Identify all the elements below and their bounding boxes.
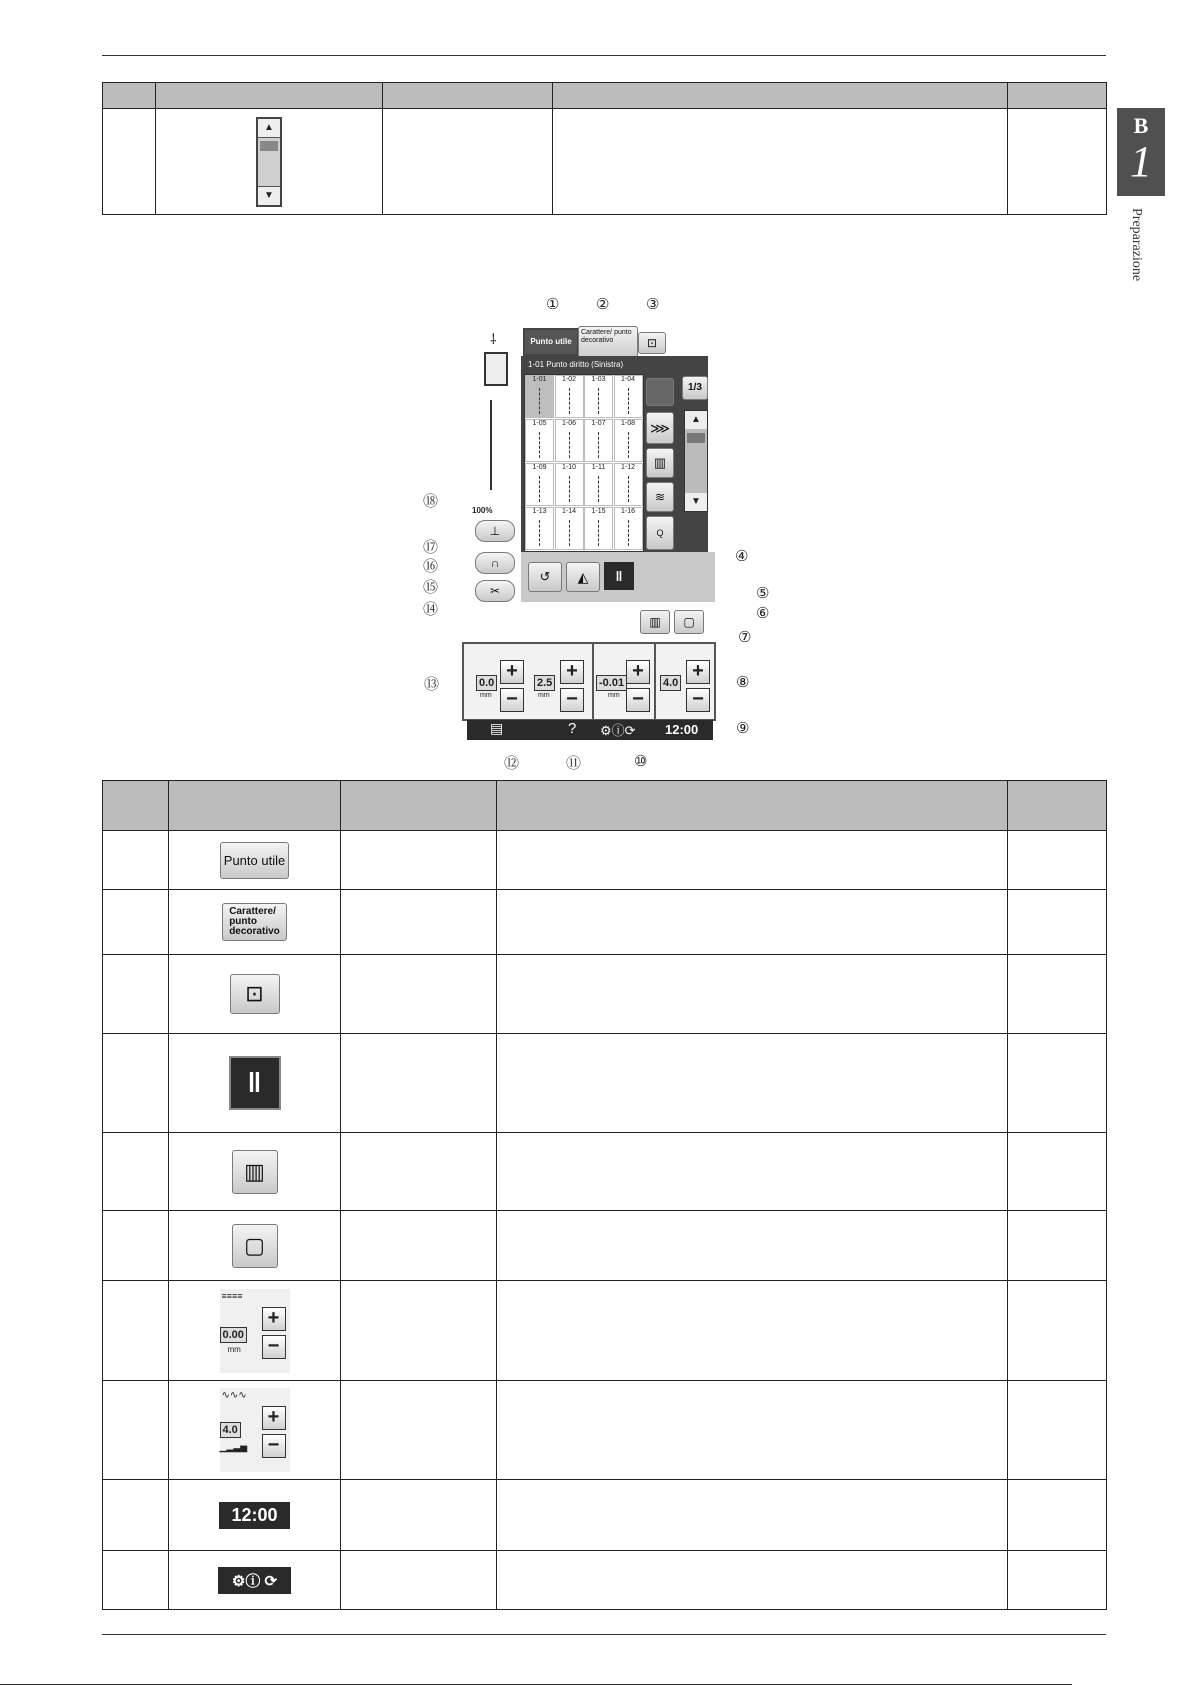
presser-foot-lift-button[interactable]: ⊥ [475, 520, 515, 542]
stitch-code: 1-15 [591, 508, 606, 515]
setting-value: 0.00 [220, 1327, 247, 1343]
header-cell [553, 83, 1008, 109]
icon-table [102, 780, 1107, 1610]
stitch-preview-icon [628, 476, 629, 502]
header-cell [341, 781, 497, 831]
stitch-preview-icon [598, 520, 599, 546]
callout-number: ⑮ [423, 579, 439, 596]
lock-icon: ⊡ [230, 974, 280, 1014]
tab-punto-utile[interactable]: Punto utile [523, 328, 579, 356]
table-cell [103, 831, 169, 890]
table-cell [1008, 1381, 1107, 1480]
minus-icon: − [262, 1434, 286, 1458]
table-cell [103, 1551, 169, 1610]
table-cell [341, 1381, 497, 1480]
plus-icon: + [262, 1406, 286, 1430]
callout-number: ⑱ [423, 493, 439, 510]
length-minus-button[interactable]: − [560, 688, 584, 712]
table-cell [1008, 1281, 1107, 1381]
table-cell [341, 1211, 497, 1281]
callout-number: ⑦ [738, 629, 752, 646]
stitch-code: 1-08 [620, 420, 635, 427]
stitch-preview-icon [628, 432, 629, 458]
stitch-code: 1-16 [620, 508, 635, 515]
stitch-code: 1-01 [532, 376, 547, 383]
tension-plus-button[interactable]: + [626, 660, 650, 684]
callout-number: ⑫ [504, 755, 520, 772]
length-plus-button[interactable]: + [560, 660, 584, 684]
chevron-stitch-button[interactable]: ⋙ [646, 412, 674, 444]
bottom-rule [102, 1634, 1106, 1635]
stitch-edit-button[interactable]: ≋ [646, 482, 674, 512]
stitch-cell[interactable] [555, 507, 584, 550]
chapter-tab [1117, 108, 1165, 196]
table-cell [497, 1133, 1008, 1211]
stitch-preview-icon [598, 388, 599, 414]
density-value: 4.0 [220, 1422, 241, 1438]
table-cell [169, 890, 341, 955]
presser-foot-icon [484, 352, 508, 386]
table-cell [103, 1281, 169, 1381]
stitch-code: 1-12 [620, 464, 635, 471]
stitch-preview-icon [539, 520, 540, 546]
clock-display: 12:00 [665, 722, 699, 737]
density-minus-button[interactable]: − [686, 688, 710, 712]
table-cell [341, 890, 497, 955]
table-cell [103, 1034, 169, 1133]
plus-icon: + [262, 1307, 286, 1331]
stitch-grid [524, 374, 644, 552]
thread-cutter-icon-button[interactable]: ▥ [640, 610, 670, 634]
stitch-preview-icon [569, 520, 570, 546]
arrow-up-icon[interactable]: ▲ [685, 411, 707, 429]
stitch-cell[interactable] [525, 463, 554, 506]
stitch-code: 1-10 [561, 464, 576, 471]
needle-position-button[interactable]: ∩ [475, 552, 515, 574]
stitch-cell[interactable] [614, 375, 643, 418]
arrow-down-icon: ▼ [258, 186, 280, 205]
stitch-preview-icon [539, 432, 540, 458]
table-cell [169, 1381, 341, 1480]
table-cell [103, 955, 169, 1034]
stitch-code: 1-07 [591, 420, 606, 427]
mirror-button[interactable]: ◭ [566, 562, 600, 592]
table-cell [103, 1211, 169, 1281]
tension-minus-button[interactable]: − [626, 688, 650, 712]
buttonhole-button[interactable]: ▥ [646, 448, 674, 478]
width-unit: mm [480, 692, 492, 699]
callout-number: ⑤ [756, 585, 770, 602]
scroll-thumb [260, 141, 278, 151]
width-minus-button[interactable]: − [500, 688, 524, 712]
stitch-preview-icon [628, 388, 629, 414]
tension-pattern-icon: ≡≡≡≡ [221, 1290, 243, 1301]
page-indicator: 1/3 [682, 376, 708, 400]
callout-number: ⑯ [423, 558, 439, 575]
stitch-cell[interactable] [614, 463, 643, 506]
header-cell [156, 83, 383, 109]
zigzag-pattern-icon: ∿∿∿ [221, 1390, 247, 1401]
header-cell [497, 781, 1008, 831]
table-cell [497, 955, 1008, 1034]
stitch-cell[interactable] [584, 463, 613, 506]
table-cell [1008, 1034, 1107, 1133]
table-cell [497, 1480, 1008, 1551]
callout-number: ⑥ [756, 605, 770, 622]
callout-number: ⑭ [423, 601, 439, 618]
table-cell [169, 1211, 341, 1281]
callout-number: ④ [735, 548, 749, 565]
carattere-button [222, 903, 287, 941]
twin-needle-button[interactable]: ǁ [604, 562, 634, 590]
stitch-code: 1-04 [620, 376, 635, 383]
table-cell [1008, 1211, 1107, 1281]
scroll-bar-icon [256, 117, 282, 207]
stitch-code: 1-09 [532, 464, 547, 471]
table-cell [553, 109, 1008, 215]
stitch-preview-icon [569, 432, 570, 458]
callout-number: ③ [646, 296, 660, 313]
callout-number: ⑬ [424, 676, 440, 693]
table-cell [341, 831, 497, 890]
stitch-title: 1-01 Punto diritto (Sinistra) [528, 360, 624, 369]
length-value: 2.5 [534, 675, 555, 691]
header-cell [1008, 83, 1107, 109]
table-cell [156, 109, 383, 215]
density-bars-icon: ▁▂▃▅ [219, 1442, 248, 1452]
clock-icon: 12:00 [219, 1502, 289, 1529]
table-cell [103, 1133, 169, 1211]
table-cell [169, 1133, 341, 1211]
table-cell [341, 955, 497, 1034]
quilting-button[interactable]: Q [646, 516, 674, 550]
stitch-preview-line [490, 400, 492, 490]
stitch-preview-icon [598, 432, 599, 458]
table-cell [103, 109, 156, 215]
table-cell [169, 1551, 341, 1610]
table-cell [1008, 1133, 1107, 1211]
punto-utile-button: Punto utile [220, 842, 289, 879]
table-cell [169, 1034, 341, 1133]
table-cell [103, 890, 169, 955]
scroll-thumb[interactable] [687, 433, 705, 443]
header-cell [169, 781, 341, 831]
twin-needle-icon: ǁ [229, 1056, 281, 1110]
table-cell [341, 1034, 497, 1133]
help-button[interactable]: ? [568, 720, 577, 737]
table-cell [1008, 955, 1107, 1034]
callout-number: ② [596, 296, 610, 313]
tab-carattere-punto-decorativo[interactable]: Carattere/ punto decorativo [578, 326, 638, 360]
table-cell [169, 955, 341, 1034]
table-cell [1008, 890, 1107, 955]
zoom-label: 100% [472, 506, 493, 515]
carattere-line: Carattere/ [229, 906, 276, 917]
callout-number: ⑪ [566, 755, 582, 772]
lock-button[interactable]: ⊡ [638, 332, 666, 354]
stitch-cell[interactable] [525, 419, 554, 462]
chapter-section: Preparazione [1129, 208, 1144, 282]
table-cell [169, 1281, 341, 1381]
carattere-line: decorativo [229, 926, 280, 937]
stitch-cell[interactable] [614, 419, 643, 462]
table-cell [497, 831, 1008, 890]
table-cell [341, 1480, 497, 1551]
table-cell [1008, 1551, 1107, 1610]
callout-number: ⑩ [634, 753, 648, 770]
table-cell [497, 1381, 1008, 1480]
chapter-number: 1 [1130, 137, 1152, 186]
table-cell [497, 1281, 1008, 1381]
table-cell [341, 1281, 497, 1381]
manual-icon[interactable]: ▤ [490, 720, 504, 736]
setting-unit: mm [227, 1344, 241, 1354]
stitch-cell[interactable] [584, 507, 613, 550]
stitch-code: 1-05 [532, 420, 547, 427]
stitch-preview-icon [539, 476, 540, 502]
table-cell [383, 109, 553, 215]
table-cell [497, 1551, 1008, 1610]
table-cell [341, 1133, 497, 1211]
stitch-cell[interactable] [584, 375, 613, 418]
table-cell [103, 1480, 169, 1551]
top-rule [102, 55, 1106, 56]
stitch-cell[interactable] [555, 375, 584, 418]
length-unit: mm [538, 692, 550, 699]
callout-number: ⑧ [736, 674, 750, 691]
arrow-down-icon[interactable]: ▼ [685, 493, 707, 511]
tension-value: -0.01 [596, 675, 627, 691]
header-cell [103, 83, 156, 109]
tension-unit: mm [608, 692, 620, 699]
stitch-preview-icon [598, 476, 599, 502]
callout-number: ⑰ [423, 539, 439, 556]
header-cell [383, 83, 553, 109]
stitch-cell[interactable] [555, 419, 584, 462]
stitch-cell[interactable] [525, 507, 554, 550]
arrow-up-icon: ▲ [258, 119, 280, 138]
stitch-code: 1-14 [561, 508, 576, 515]
thread-cut-button[interactable]: ✂ [475, 580, 515, 602]
chapter-letter: B [1133, 113, 1149, 138]
header-cell [103, 781, 169, 831]
table-cell [497, 1034, 1008, 1133]
table-cell [1008, 831, 1107, 890]
table-cell [497, 1211, 1008, 1281]
table-cell [341, 1551, 497, 1610]
tension-setting-icon [220, 1289, 290, 1373]
callout-number: ① [546, 296, 560, 313]
stitch-cell[interactable] [555, 463, 584, 506]
table-cell [497, 890, 1008, 955]
needle-icon: ⸸ [490, 331, 497, 347]
stitch-code: 1-13 [532, 508, 547, 515]
density-setting-icon [220, 1388, 290, 1472]
reverse-stitch-button[interactable]: ↺ [528, 562, 562, 592]
stitch-code: 1-02 [561, 376, 576, 383]
table-cell [103, 1381, 169, 1480]
header-cell [1008, 781, 1107, 831]
width-value: 0.0 [476, 675, 497, 691]
stitch-cell[interactable] [525, 375, 554, 418]
width-plus-button[interactable]: + [500, 660, 524, 684]
stitch-code: 1-11 [591, 464, 606, 471]
stitch-preview-icon [628, 520, 629, 546]
stitch-cell[interactable] [614, 507, 643, 550]
callout-number: ⑨ [736, 720, 750, 737]
settings-icon[interactable]: ⚙ⓘ⟳ [600, 723, 636, 738]
page-scroll-bar[interactable] [684, 410, 708, 512]
settings-info-icon: ⚙ⓘ ⟳ [218, 1567, 291, 1594]
stitch-category-button[interactable] [646, 378, 674, 406]
density-plus-button[interactable]: + [686, 660, 710, 684]
book-icon: ▥ [232, 1150, 278, 1194]
table-cell [1008, 1480, 1107, 1551]
density-value: 4.0 [660, 675, 681, 691]
pocket-icon: ▢ [232, 1224, 278, 1268]
stitch-preview-icon [569, 476, 570, 502]
stitch-code: 1-06 [561, 420, 576, 427]
table-cell [169, 1480, 341, 1551]
stitch-preview-icon [569, 388, 570, 414]
table-cell [169, 831, 341, 890]
stitch-cell[interactable] [584, 419, 613, 462]
carattere-line: punto [229, 916, 257, 927]
pocket-button[interactable]: ▢ [674, 610, 704, 634]
stitch-preview-icon [539, 388, 540, 414]
minus-icon: − [262, 1335, 286, 1359]
stitch-code: 1-03 [591, 376, 606, 383]
top-table [102, 82, 1107, 215]
table-cell [1008, 109, 1107, 215]
